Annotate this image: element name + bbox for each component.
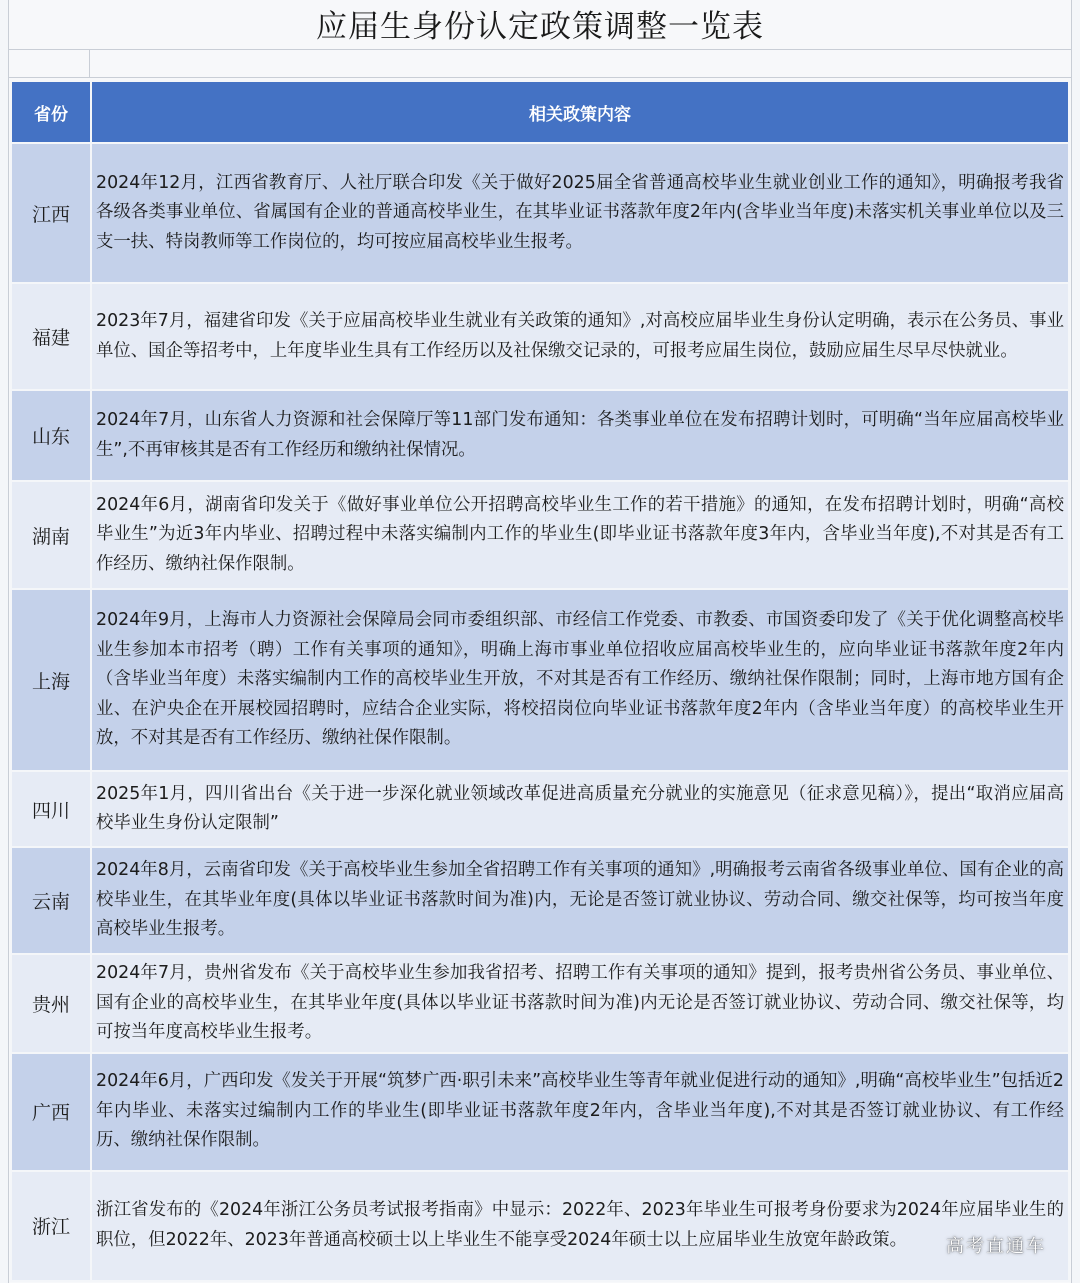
header-content: 相关政策内容 <box>91 81 1069 143</box>
policy-cell: 2024年7月，山东省人力资源和社会保障厅等11部门发布通知：各类事业单位在发布招聘计划时，可明确“当年应届高校毕业生”,不再审核其是否有工作经历和缴纳社保情况。 <box>91 390 1069 481</box>
province-cell: 福建 <box>11 283 91 390</box>
table-row <box>11 143 1069 283</box>
table-row <box>11 771 1069 847</box>
table-row <box>11 283 1069 390</box>
policy-cell: 浙江省发布的《2024年浙江公务员考试报考指南》中显示：2022年、2023年毕业生可报考身份要求为2024年应届毕业生的职位，但2022年、2023年普通高校硕士以上毕业生不能享受2024年硕士以上应届毕业生放宽年龄政策。 <box>91 1171 1069 1281</box>
spacer-row <box>8 50 1072 78</box>
province-cell: 云南 <box>11 847 91 954</box>
policy-cell: 2024年9月，上海市人力资源社会保障局会同市委组织部、市经信工作党委、市教委、市国资委印发了《关于优化调整高校毕业生参加本市招考（聘）工作有关事项的通知》，明确上海市事业单位招收应届高校毕业生的，应向毕业证书落款年度2年内（含毕业当年度）未落实编制内工作的高校毕业生开放，不对其是否有工作经历、缴纳社保作限制；同时，上海市地方国有企业、在沪央企在开展校园招聘时，应结合企业实际，将校招岗位向毕业证书落款年度2年内（含毕业当年度）的高校毕业生开放，不对其是否有工作经历、缴纳社保作限制。 <box>91 589 1069 771</box>
table-row <box>11 1171 1069 1281</box>
table-header-row <box>11 81 1069 143</box>
policy-cell: 2024年12月，江西省教育厅、人社厅联合印发《关于做好2025届全省普通高校毕业生就业创业工作的通知》，明确报考我省各级各类事业单位、省属国有企业的普通高校毕业生，在其毕业证书落款年度2年内(含毕业当年度)未落实机关事业单位以及三支一扶、特岗教师等工作岗位的，均可按应届高校毕业生报考。 <box>91 143 1069 283</box>
province-cell: 湖南 <box>11 481 91 589</box>
province-cell: 四川 <box>11 771 91 847</box>
policy-cell: 2024年8月，云南省印发《关于高校毕业生参加全省招聘工作有关事项的通知》,明确报考云南省各级事业单位、国有企业的高校毕业生，在其毕业年度(具体以毕业证书落款时间为准)内，无论是否签订就业协议、劳动合同、缴交社保等，均可按当年度高校毕业生报考。 <box>91 847 1069 954</box>
policy-cell: 2024年7月，贵州省发布《关于高校毕业生参加我省招考、招聘工作有关事项的通知》提到，报考贵州省公务员、事业单位、国有企业的高校毕业生，在其毕业年度(具体以毕业证书落款时间为准)内无论是否签订就业协议、劳动合同、缴交社保等，均可按当年度高校毕业生报考。 <box>91 954 1069 1053</box>
policy-cell: 2024年6月，广西印发《发关于开展“筑梦广西·职引未来”高校毕业生等青年就业促进行动的通知》,明确“高校毕业生”包括近2年内毕业、未落实过编制内工作的毕业生(即毕业证书落款年度2年内，含毕业当年度),不对其是否签订就业协议、有工作经历、缴纳社保作限制。 <box>91 1053 1069 1171</box>
policy-table <box>10 80 1070 1282</box>
policy-cell: 2023年7月，福建省印发《关于应届高校毕业生就业有关政策的通知》,对高校应届毕业生身份认定明确，表示在公务员、事业单位、国企等招考中，上年度毕业生具有工作经历以及社保缴交记录的，可报考应届生岗位，鼓励应届生尽早尽快就业。 <box>91 283 1069 390</box>
table-row <box>11 1053 1069 1171</box>
province-cell: 广西 <box>11 1053 91 1171</box>
province-cell: 江西 <box>11 143 91 283</box>
table-row <box>11 954 1069 1053</box>
policy-cell: 2025年1月，四川省出台《关于进一步深化就业领域改革促进高质量充分就业的实施意见（征求意见稿）》，提出“取消应届高校毕业生身份认定限制” <box>91 771 1069 847</box>
policy-cell: 2024年6月，湖南省印发关于《做好事业单位公开招聘高校毕业生工作的若干措施》的通知，在发布招聘计划时，明确“高校毕业生”为近3年内毕业、招聘过程中未落实编制内工作的毕业生(即毕业证书落款年度3年内，含毕业当年度),不对其是否有工作经历、缴纳社保作限制。 <box>91 481 1069 589</box>
province-cell: 浙江 <box>11 1171 91 1281</box>
province-cell: 山东 <box>11 390 91 481</box>
spacer-divider <box>89 50 90 77</box>
watermark: 高考直通车 <box>946 1236 1046 1257</box>
page-title: 应届生身份认定政策调整一览表 <box>8 0 1072 50</box>
table-row <box>11 589 1069 771</box>
table-row <box>11 481 1069 589</box>
header-province: 省份 <box>11 81 91 143</box>
table-row <box>11 390 1069 481</box>
province-cell: 贵州 <box>11 954 91 1053</box>
province-cell: 上海 <box>11 589 91 771</box>
table-row <box>11 847 1069 954</box>
